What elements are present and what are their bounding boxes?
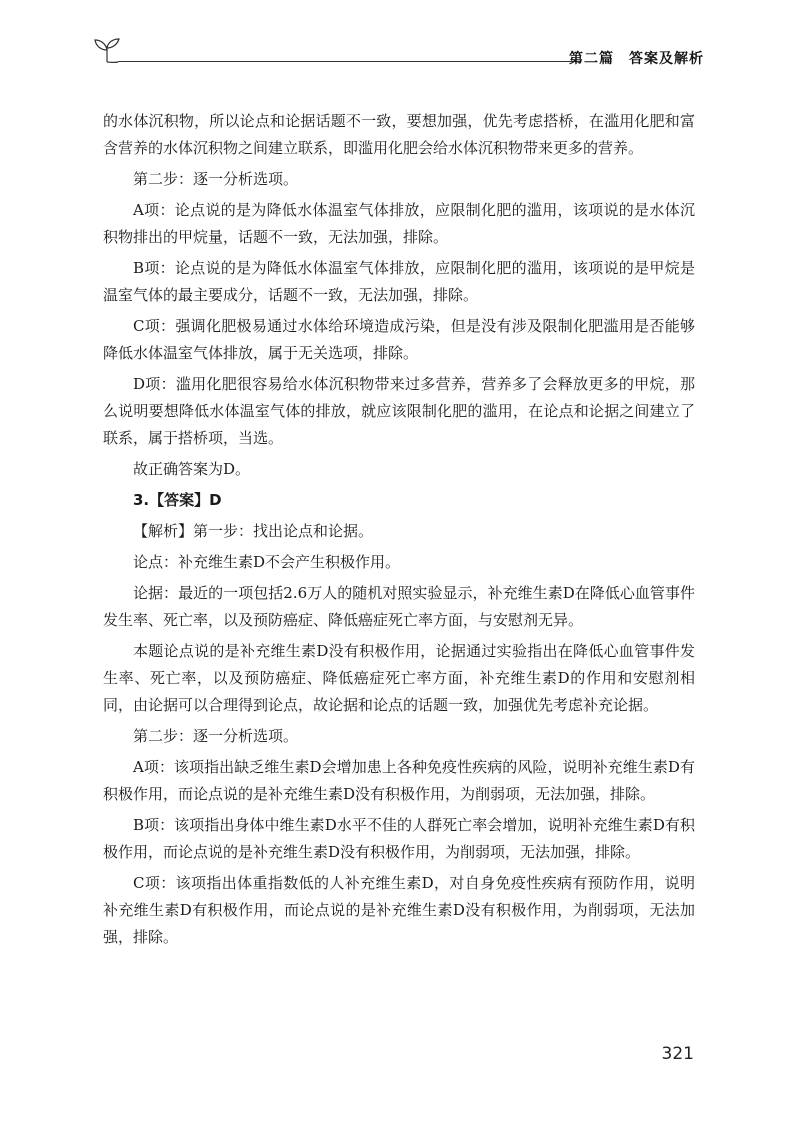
paragraph: 论据：最近的一项包括2.6万人的随机对照实验显示，补充维生素D在降低心血管事件发生率、死亡率，以及预防癌症、降低癌症死亡率方面，与安慰剂无异。	[103, 584, 695, 629]
paragraph: B项：该项指出身体中维生素D水平不佳的人群死亡率会增加，说明补充维生素D有积极作用，而论点说的是补充维生素D没有积极作用，为削弱项，无法加强，排除。	[103, 816, 695, 861]
paragraph: C项：强调化肥极易通过水体给环境造成污染，但是没有涉及限制化肥滥用是否能够降低水体温室气体排放，属于无关选项，排除。	[103, 317, 695, 362]
running-head: 第二篇 答案及解析	[569, 51, 704, 67]
paragraph: D项：滥用化肥很容易给水体沉积物带来过多营养，营养多了会释放更多的甲烷，那么说明要想降低水体温室气体的排放，就应该限制化肥的滥用，在论点和论据之间建立了联系，属于搭桥项，当选。	[103, 375, 695, 447]
page-number: 321	[661, 1044, 694, 1064]
paragraph: A项：论点说的是为降低水体温室气体排放，应限制化肥的滥用，该项说的是水体沉积物排出的甲烷量，话题不一致，无法加强，排除。	[103, 201, 695, 246]
page-header	[92, 36, 704, 72]
paragraph: A项：该项指出缺乏维生素D会增加患上各种免疫性疾病的风险，说明补充维生素D有积极作用，而论点说的是补充维生素D没有积极作用，为削弱项，无法加强，排除。	[103, 758, 695, 803]
paragraph: C项：该项指出体重指数低的人补充维生素D，对自身免疫性疾病有预防作用，说明补充维生素D有积极作用，而论点说的是补充维生素D没有积极作用，为削弱项，无法加强，排除。	[103, 874, 695, 946]
paragraph: 故正确答案为D。	[133, 460, 251, 478]
answer-heading: 3.【答案】D	[133, 491, 222, 509]
header-rule	[118, 61, 580, 62]
paragraph: 的水体沉积物，所以论点和论据话题不一致，要想加强，优先考虑搭桥，在滥用化肥和富含营养的水体沉积物之间建立联系，即滥用化肥会给水体沉积物带来更多的营养。	[103, 112, 695, 157]
paragraph: B项：论点说的是为降低水体温室气体排放，应限制化肥的滥用，该项说的是甲烷是温室气体的最主要成分，话题不一致，无法加强，排除。	[103, 259, 695, 304]
paragraph: 第二步：逐一分析选项。	[133, 727, 299, 745]
paragraph: 第二步：逐一分析选项。	[133, 170, 299, 188]
analysis-heading: 【解析】第一步：找出论点和论据。	[133, 522, 374, 540]
body-text	[103, 108, 695, 955]
paragraph: 论点：补充维生素D不会产生积极作用。	[133, 553, 401, 571]
paragraph: 本题论点说的是补充维生素D没有积极作用，论据通过实验指出在降低心血管事件发生率、死亡率，以及预防癌症、降低癌症死亡率方面，补充维生素D的作用和安慰剂相同，由论据可以合理得到论点，故论据和论点的话题一致，加强优先考虑补充论据。	[103, 642, 695, 714]
